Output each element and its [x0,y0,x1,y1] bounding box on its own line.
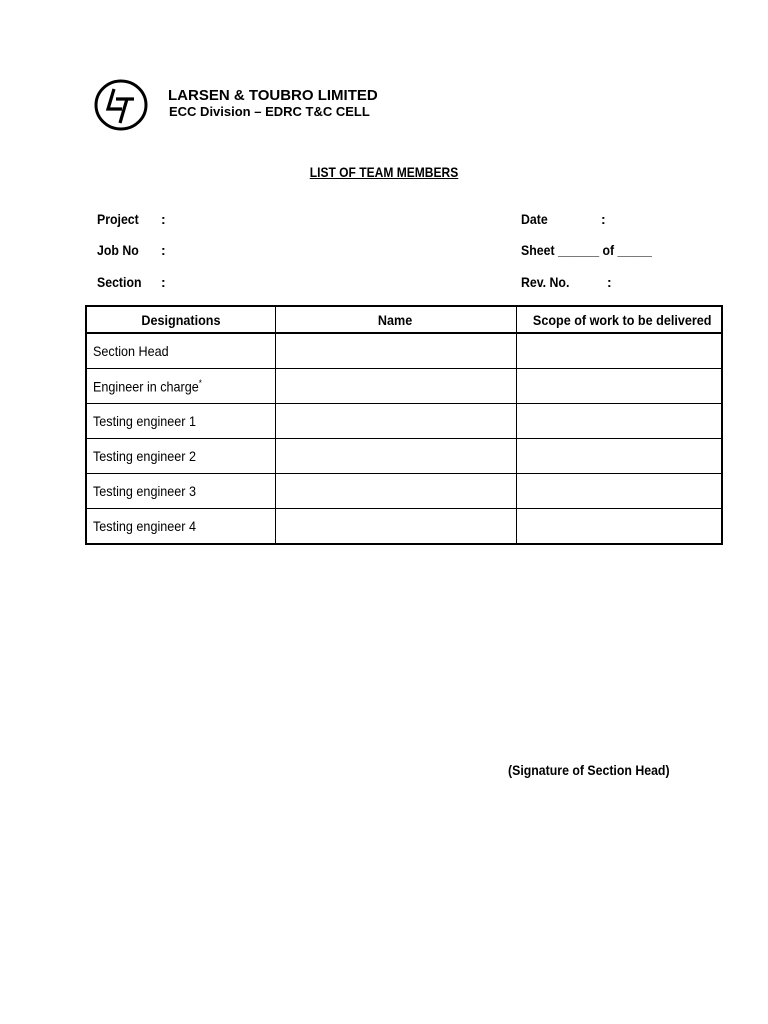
sheet-label: Sheet ______ of _____ [521,242,652,258]
designation-cell: Engineer in charge* [86,369,275,404]
document-title: LIST OF TEAM MEMBERS [309,164,459,180]
table-row [86,439,722,474]
section-label: Section [97,274,142,290]
header-designations: Designations [86,306,275,333]
designation-cell: Section Head [86,333,275,369]
name-cell[interactable] [275,369,516,404]
date-label: Date [521,211,548,227]
scope-cell[interactable] [516,474,722,509]
section-head-signature: (Signature of Section Head) [508,762,670,778]
scope-cell[interactable] [516,369,722,404]
designation-cell: Testing engineer 3 [86,474,275,509]
company-name: LARSEN & TOUBRO LIMITED [168,87,378,104]
header-scope: Scope of work to be delivered [516,306,722,333]
job-no-colon: : [161,242,166,258]
name-cell[interactable] [275,474,516,509]
name-cell[interactable] [275,439,516,474]
scope-cell[interactable] [516,333,722,369]
division-name: ECC Division – EDRC T&C CELL [169,104,370,119]
scope-cell[interactable] [516,439,722,474]
table-row [86,509,722,545]
name-cell[interactable] [275,404,516,439]
table-row [86,369,722,404]
name-cell[interactable] [275,333,516,369]
asterisk-mark: * [198,377,202,388]
scope-cell[interactable] [516,404,722,439]
date-colon: : [601,211,606,227]
section-colon: : [161,274,166,290]
name-cell[interactable] [275,509,516,545]
project-colon: : [161,211,166,227]
table-row [86,404,722,439]
rev-no-label: Rev. No. [521,274,570,290]
table-row [86,333,722,369]
project-label: Project [97,211,139,227]
designation-cell: Testing engineer 2 [86,439,275,474]
rev-no-colon: : [607,274,612,290]
job-no-label: Job No [97,242,139,258]
header-name: Name [275,306,516,333]
team-members-table [85,305,723,545]
table-row [86,474,722,509]
table-header-row [86,306,722,333]
designation-cell: Testing engineer 1 [86,404,275,439]
lt-logo-icon [94,79,148,131]
scope-cell[interactable] [516,509,722,545]
designation-cell: Testing engineer 4 [86,509,275,545]
